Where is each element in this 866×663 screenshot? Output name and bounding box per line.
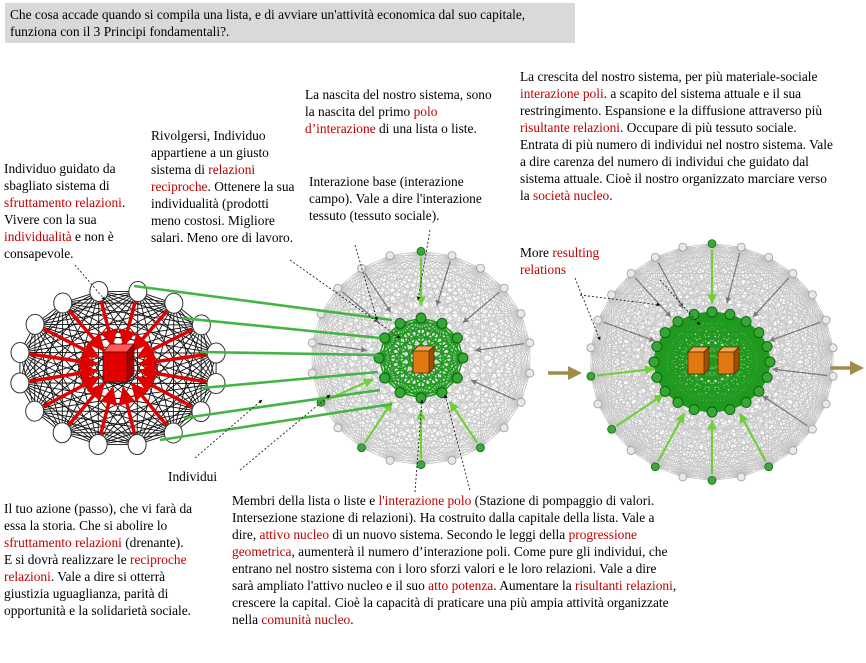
individual-node	[89, 434, 107, 454]
label-more-resulting-relations: More resulting relations	[520, 245, 600, 277]
core-node	[741, 397, 751, 407]
individual-node	[26, 401, 44, 421]
text-system-birth: La nascita del nostro sistema, sono la nascita del primo polo d’interazione di una lista o liste.	[305, 87, 492, 136]
core-node	[452, 333, 462, 343]
text-system-growth: La crescita del nostro sistema, per più materiale-sociale interazione poli. a scapito del sistema attuale e il sua restringimento. Espansione e la diffusione attraverso più risultante relazioni. Occupare di più tessuto sociale. Entrata di più numero di individui nel nostro sistema. Vale a dire carenza del numero di individui che guidato dal sistema attuale. Cioè il nostro organizzato marciare verso la società nucleo.	[520, 69, 833, 203]
tissue-node	[308, 369, 316, 377]
tissue-node	[808, 425, 816, 433]
text-reciprocal-relations: Rivolgersi, Individuo appartiene a un giusto sistema di relazioni reciproche. Ottenere la sua individualità (prodotti meno costosi. Migliore salari. Meno ore di lavoro.	[151, 128, 295, 245]
tissue-node	[789, 447, 797, 455]
orange-cube-right-2	[718, 347, 739, 374]
core-node	[416, 393, 426, 403]
tissue-node	[737, 243, 745, 251]
red-cube	[103, 344, 134, 382]
tissue-node	[587, 344, 595, 352]
individual-node	[192, 402, 210, 422]
individual-node	[11, 373, 29, 393]
core-node	[452, 373, 462, 383]
core-node	[689, 405, 699, 415]
individual-node	[54, 293, 72, 313]
core-node	[741, 317, 751, 327]
tissue-node	[651, 463, 659, 471]
text-individual-exploitation: Individuo guidato da sbagliato sistema di sfruttamento relazioni. Vivere con la sua individualità e non è consapevole.	[4, 161, 126, 261]
core-node	[395, 388, 405, 398]
individual-node	[53, 423, 71, 443]
tissue-node	[417, 461, 425, 469]
orange-cube-right-1	[688, 347, 709, 374]
core-node	[660, 386, 670, 396]
tissue-node	[448, 456, 456, 464]
tissue-node	[789, 269, 797, 277]
core-node	[649, 357, 659, 367]
tissue-node	[386, 456, 394, 464]
tissue-node	[526, 339, 534, 347]
tissue-node	[358, 444, 366, 452]
core-node	[765, 357, 775, 367]
tissue-node	[587, 372, 595, 380]
tissue-node	[448, 252, 456, 260]
mesh-link	[62, 303, 63, 433]
core-node	[380, 373, 390, 383]
core-node	[660, 328, 670, 338]
core-node	[725, 405, 735, 415]
individual-node	[128, 435, 146, 455]
core-node	[707, 407, 717, 417]
core-node	[762, 342, 772, 352]
core-node	[652, 372, 662, 382]
tissue-node	[500, 424, 508, 432]
core-node	[395, 318, 405, 328]
pointer-line	[575, 278, 600, 340]
individual-node	[11, 343, 29, 363]
core-node	[762, 372, 772, 382]
pointer-line	[240, 395, 330, 470]
tissue-node	[679, 473, 687, 481]
tissue-node	[829, 344, 837, 352]
core-node	[416, 313, 426, 323]
text-list-members: Membri della lista o liste e l'interazione polo (Stazione di pompaggio di valori. Intersezione stazione di relazioni). Ha costruito dalla capitale della lista. Vale a dire, attivo nucleo di un nuovo sistema. Secondo le leggi della progressione geometrica, aumenterà il numero d’interazione poli. Come pure gli individui, che entrano nel nostro sistema con i loro sforzi valori e le loro relazioni. Vale a dire sarà ampliato l'attivo nucleo e il suo atto potenza. Aumentare la risultanti relazioni, crescere la capital. Cioè la capacità di praticare una più ampia attività organizzate nella comunità nucleo.	[232, 493, 677, 627]
tissue-node	[386, 252, 394, 260]
tissue-node	[708, 240, 716, 248]
tissue-node	[594, 400, 602, 408]
core-node	[689, 309, 699, 319]
core-node	[673, 397, 683, 407]
individual-node	[129, 282, 147, 302]
tissue-node	[627, 447, 635, 455]
tissue-node	[737, 473, 745, 481]
tissue-node	[608, 425, 616, 433]
individual-node	[26, 314, 44, 334]
tissue-link	[321, 256, 390, 314]
core-node	[437, 318, 447, 328]
core-node	[725, 309, 735, 319]
individual-node	[207, 373, 225, 393]
tissue-node	[517, 310, 525, 318]
page-title: Che cosa accade quando si compila una lista, e di avviare un'attività economica dal suo capitale, funziona con il 3 Principi fondamentali?.	[10, 7, 526, 39]
core-node	[754, 328, 764, 338]
core-node	[707, 307, 717, 317]
core-node	[673, 317, 683, 327]
tissue-node	[526, 369, 534, 377]
tissue-node	[476, 264, 484, 272]
tissue-node	[822, 400, 830, 408]
text-base-interaction: Interazione base (interazione campo). Vale a dire l'interazione tessuto (tessuto sociale).	[309, 174, 482, 223]
tissue-node	[476, 444, 484, 452]
individual-node	[165, 293, 183, 313]
tissue-node	[651, 253, 659, 261]
transition-arrow-1	[548, 366, 582, 380]
individual-node	[90, 281, 108, 301]
text-your-action: Il tuo azione (passo), che vi farà da essa la storia. Che si abolire lo sfruttamento relazioni (drenante). E si dovrà realizzare le reciproche relazioni. Vale a dire si otterrà giustizia uguaglianza, parità di opportunità e la solidarietà sociale.	[4, 501, 193, 618]
core-node	[380, 333, 390, 343]
tissue-node	[679, 243, 687, 251]
tissue-node	[334, 284, 342, 292]
label-individui: Individui	[168, 469, 218, 484]
tissue-node	[594, 316, 602, 324]
core-node	[652, 342, 662, 352]
tissue-node	[334, 424, 342, 432]
tissue-node	[765, 253, 773, 261]
tissue-node	[829, 372, 837, 380]
tissue-node	[500, 284, 508, 292]
tissue-node	[517, 398, 525, 406]
mesh-link	[173, 303, 174, 433]
tissue-node	[808, 291, 816, 299]
tissue-node	[765, 463, 773, 471]
tissue-node	[417, 247, 425, 255]
individual-node	[192, 315, 210, 335]
tissue-node	[608, 291, 616, 299]
tissue-node	[308, 339, 316, 347]
core-node	[754, 386, 764, 396]
core-node	[458, 353, 468, 363]
tissue-node	[822, 316, 830, 324]
orange-cube-center	[413, 346, 434, 373]
tissue-node	[708, 476, 716, 484]
